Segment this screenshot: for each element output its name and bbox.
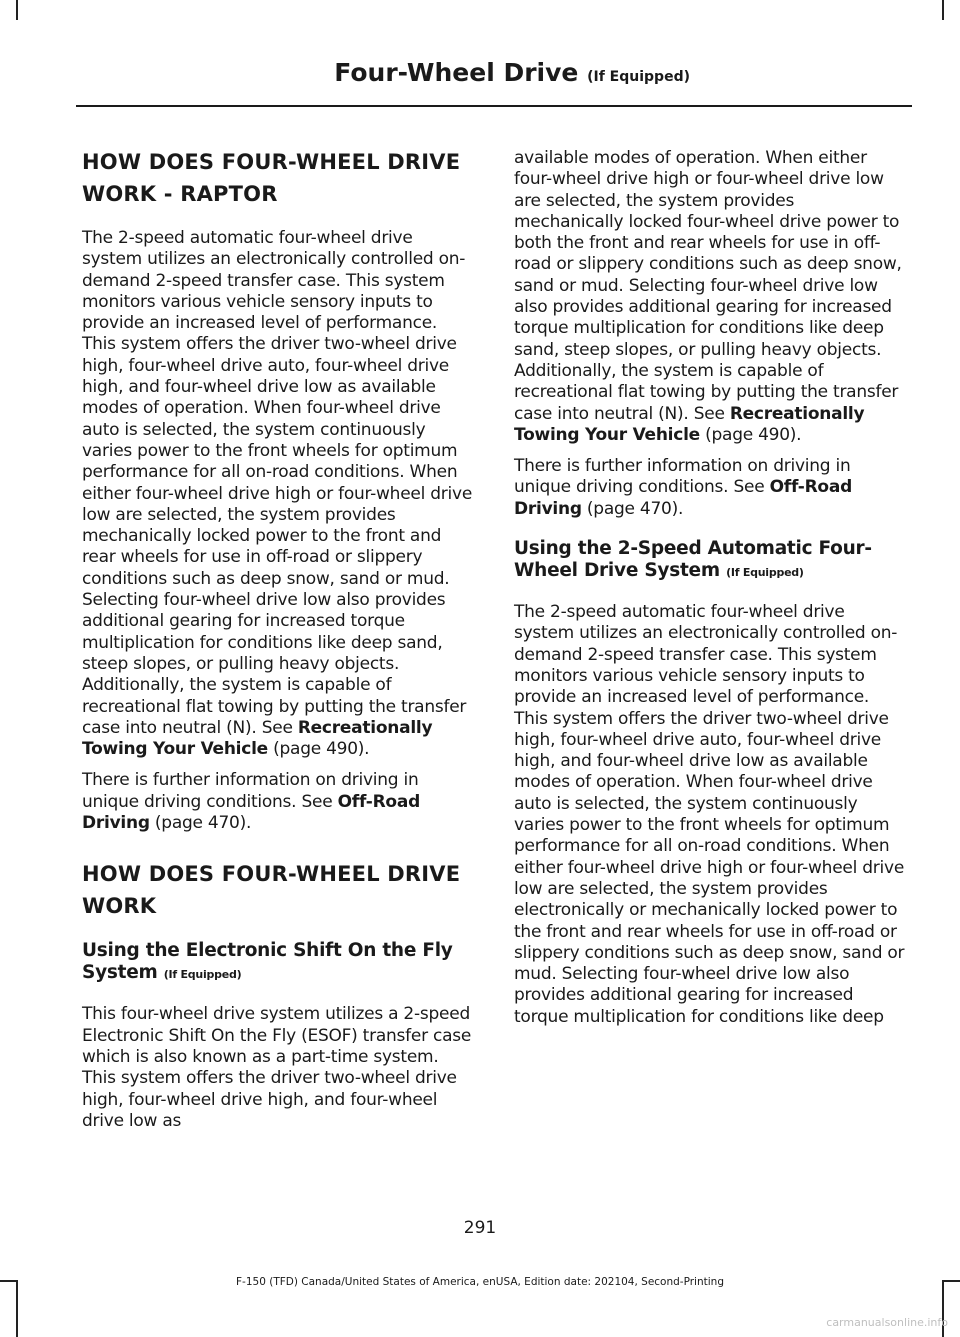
paragraph-text: There is further information on driving in unique driving conditions. See xyxy=(82,770,419,812)
paragraph-text: There is further information on driving in unique driving conditions. See xyxy=(514,456,851,498)
paragraph: The 2-speed automatic four-wheel drive system utilizes an electronically controlled on-demand 2-speed transfer case. This system monitors various vehicle sensory inputs to provide an increased level of performance. This system offers the driver two-wheel drive high, four-wheel drive auto, four-wheel drive high, and four-wheel drive low as available modes of operation. When four-wheel drive auto is selected, the system continuously varies power to the front wheels for optimum performance for all on-road conditions. When either four-wheel drive high or four-wheel drive low are selected, the system provides electronically or mechanically locked power to the front and rear wheels for use in off-road or slippery conditions such as deep snow, sand or mud. Selecting four-wheel drive low also provides additional gearing for increased torque multiplication for conditions like deep xyxy=(514,602,905,1027)
page-reference: (page 470). xyxy=(149,813,252,834)
crop-mark-top-left xyxy=(16,0,18,20)
section-heading-raptor: HOW DOES FOUR-WHEEL DRIVE WORK - RAPTOR xyxy=(82,150,461,206)
paragraph xyxy=(82,770,474,834)
left-column xyxy=(82,140,474,1142)
cross-reference-link[interactable]: Off-Road Driving xyxy=(82,791,421,834)
paragraph xyxy=(82,228,474,760)
subheading-esof xyxy=(82,940,474,986)
subheading-suffix: (If Equipped) xyxy=(726,566,804,580)
paragraph: This four-wheel drive system utilizes a 2-speed Electronic Shift On the Fly (ESOF) transfer case which is also known as a part-time system. This system offers the driver two-wheel drive high, four-wheel drive high, and four-wheel drive low as xyxy=(82,1004,472,1131)
subheading-text: Using the Electronic Shift On the Fly System xyxy=(82,940,453,984)
page-reference: (page 490). xyxy=(699,424,802,445)
page-header-title xyxy=(0,58,690,87)
page-number: 291 xyxy=(463,1218,497,1238)
paragraph xyxy=(514,148,906,446)
page-reference: (page 490). xyxy=(267,739,370,760)
subheading-suffix: (If Equipped) xyxy=(163,968,242,982)
edition-footer: F-150 (TFD) Canada/United States of America, enUSA, Edition date: 202104, Second-Printing xyxy=(236,1276,724,1288)
header-title-suffix: (If Equipped) xyxy=(587,69,690,85)
cross-reference-link[interactable]: Recreationally Towing Your Vehicle xyxy=(82,717,433,760)
paragraph xyxy=(514,456,906,520)
watermark: carmanualsonline.info xyxy=(826,1316,948,1329)
section-heading-four-wheel-drive: HOW DOES FOUR-WHEEL DRIVE WORK xyxy=(82,862,461,919)
subheading-text: Using the 2-Speed Automatic Four-Wheel Drive System xyxy=(514,538,872,582)
crop-mark-top-right xyxy=(942,0,944,20)
cross-reference-link[interactable]: Recreationally Towing Your Vehicle xyxy=(514,403,865,445)
subheading-2-speed-automatic xyxy=(514,538,906,584)
paragraph-text: The 2-speed automatic four-wheel drive system utilizes an electronically controlled on-demand 2-speed transfer case. This system monitors various vehicle sensory inputs to provide an increased level of performance. This system offers the driver two-wheel drive high, four-wheel drive auto, four-wheel drive high, and four-wheel drive low as available modes of operation. When four-wheel drive auto is selected, the system continuously varies power to the front wheels for optimum performance for all on-road conditions. When either four-wheel drive high or four-wheel drive low are selected, the system provides mechanically locked power to the front and rear wheels for use in off-road or slippery conditions such as deep snow, sand or mud. Selecting four-wheel drive low also provides additional gearing for increased torque multiplication for conditions like deep sand, steep slopes, or pulling heavy objects. Additionally, the system is capable of recreational flat towing by putting the transfer case into neutral (N). See xyxy=(82,228,473,738)
crop-mark-bottom-left-v xyxy=(16,1280,18,1337)
header-divider xyxy=(76,105,912,107)
paragraph-text: available modes of operation. When either four-wheel drive high or four-wheel drive low are selected, the system provides mechanically locked four-wheel drive power to both the front and rear wheels for use in off-road or slippery conditions such as deep snow, sand or mud. Selecting four-wheel drive low also provides additional gearing for increased torque multiplication for conditions like deep sand, steep slopes, or pulling heavy objects. Additionally, the system is capable of recreational flat towing by putting the transfer case into neutral (N). See xyxy=(514,148,902,424)
right-column xyxy=(514,148,906,1038)
header-title-text: Four-Wheel Drive xyxy=(334,58,579,87)
cross-reference-link[interactable]: Off-Road Driving xyxy=(514,477,853,519)
page-reference: (page 470). xyxy=(581,498,684,519)
